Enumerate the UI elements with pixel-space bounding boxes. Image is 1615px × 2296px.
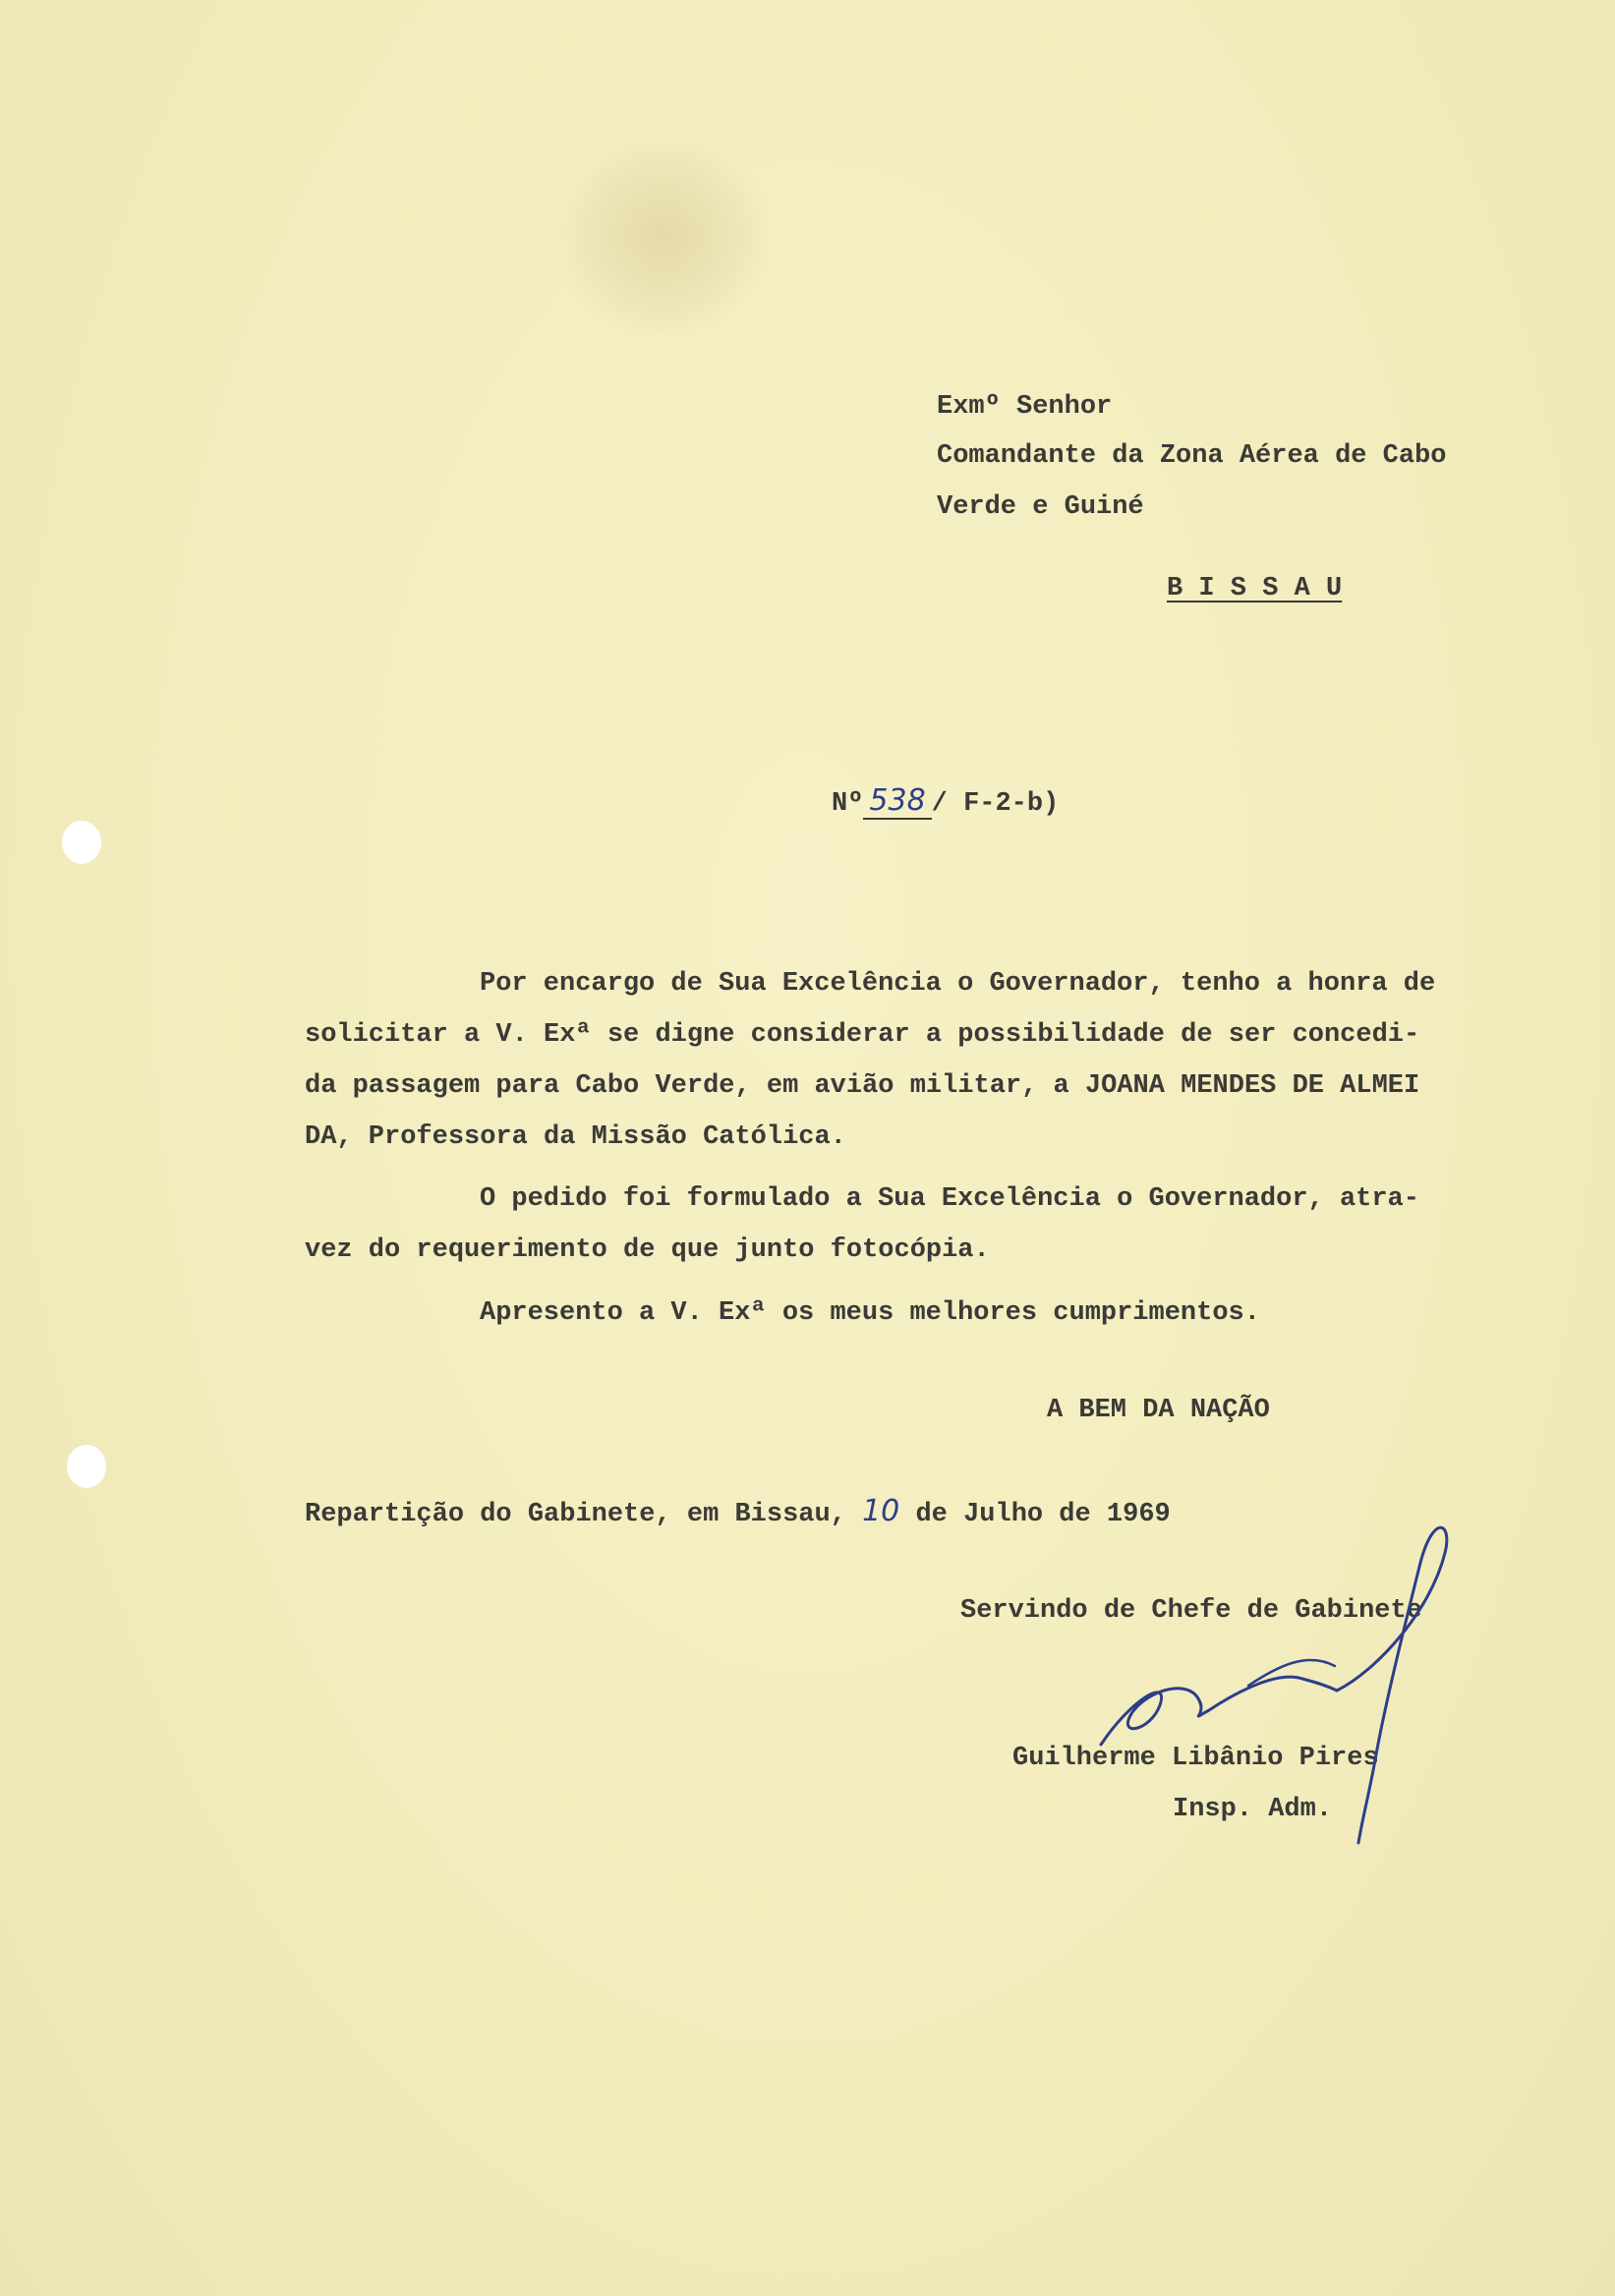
body-p1-line4: DA, Professora da Missão Católica. <box>305 1122 846 1152</box>
closing-role: Servindo de Chefe de Gabinete <box>960 1596 1422 1626</box>
closing-day: 10 <box>862 1494 900 1528</box>
body-p1-line2: solicitar a V. Exª se digne considerar a possibilidade de ser concedi- <box>305 1020 1420 1050</box>
reference-suffix: / F-2-b) <box>931 789 1060 819</box>
closing-motto: A BEM DA NAÇÃO <box>1047 1396 1270 1425</box>
body-p1-line1: Por encargo de Sua Excelência o Governador, tenho a honra de <box>480 969 1436 999</box>
signatory-title: Insp. Adm. <box>1173 1795 1333 1824</box>
reference-line <box>832 784 1059 821</box>
closing-date-line <box>305 1495 1171 1531</box>
addressee-line1: Comandante da Zona Aérea de Cabo <box>937 441 1447 471</box>
paper-stain <box>560 138 767 334</box>
closing-date-suffix: de Julho de 1969 <box>915 1500 1171 1529</box>
punch-hole-bottom <box>67 1445 106 1488</box>
signatory-name: Guilherme Libânio Pires <box>1012 1744 1379 1773</box>
body-p1-line3: da passagem para Cabo Verde, em avião militar, a JOANA MENDES DE ALMEI <box>305 1071 1420 1101</box>
addressee-city: B I S S A U <box>1167 574 1343 603</box>
body-p2-line2: vez do requerimento de que junto fotocópia. <box>305 1235 990 1265</box>
reference-number: 538 <box>863 784 931 820</box>
handwritten-signature <box>1042 1504 1494 1877</box>
body-p2-line1: O pedido foi formulado a Sua Excelência o Governador, atra- <box>480 1184 1419 1214</box>
closing-place: Repartição do Gabinete, em Bissau, <box>305 1500 846 1529</box>
addressee-line2: Verde e Guiné <box>937 492 1144 522</box>
punch-hole-top <box>62 821 101 864</box>
addressee-salutation: Exmº Senhor <box>937 392 1113 422</box>
body-p3-line1: Apresento a V. Exª os meus melhores cumprimentos. <box>480 1298 1260 1328</box>
reference-prefix: Nº <box>832 789 864 819</box>
